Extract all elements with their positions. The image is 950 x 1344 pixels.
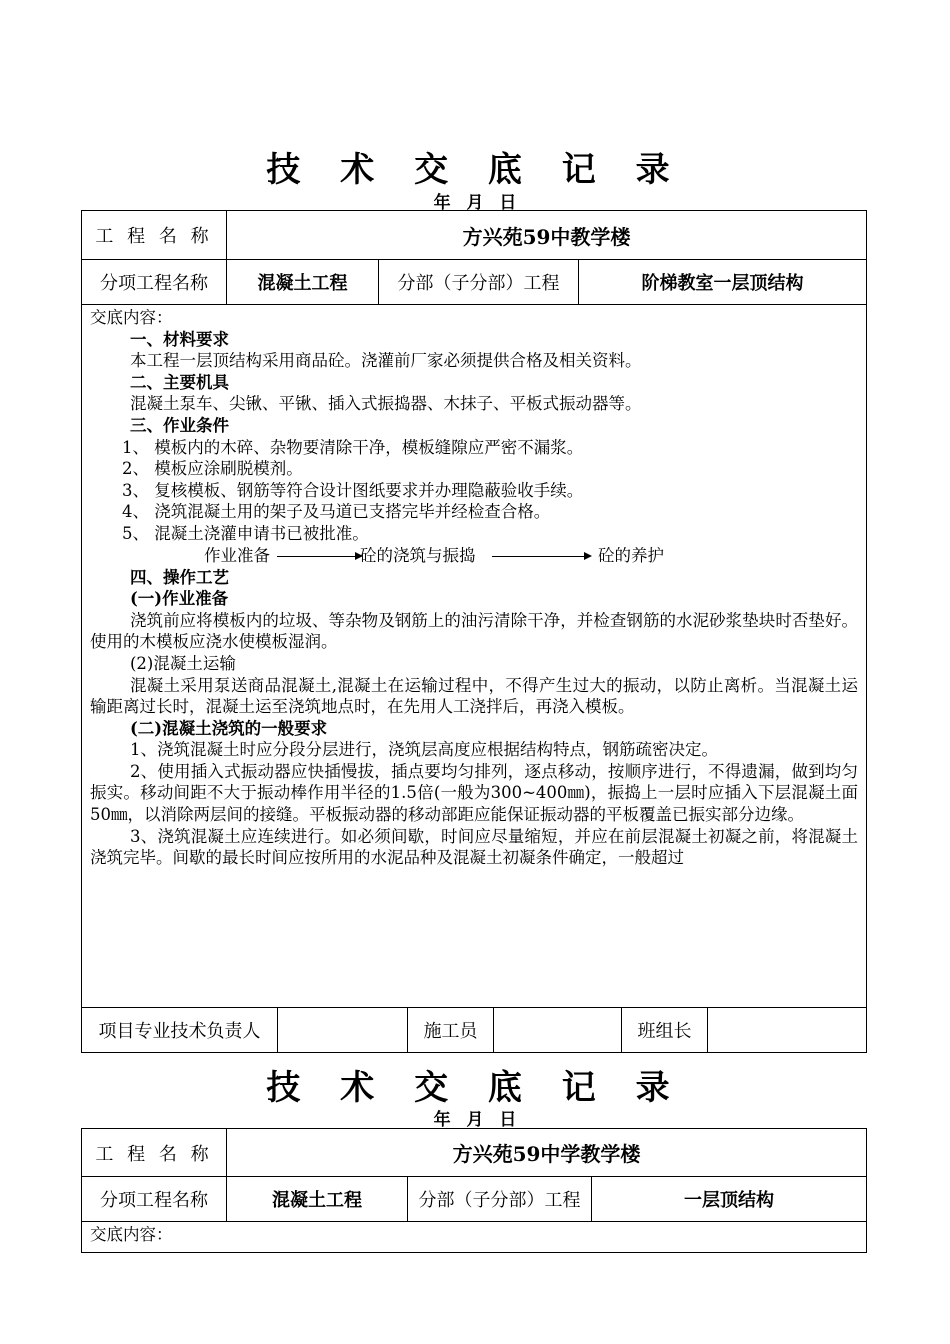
record2-table [81,1128,867,1253]
content-label: 交底内容： [90,1225,173,1244]
section-4-2-text: 混凝土采用泵送商品混凝土,混凝土在运输过程中，不得产生过大的振动，以防止离析。当混凝土运输距离过长时，混凝土运至浇筑地点时，在先用人工浇拌后，再浇入模板。 [90,675,858,717]
section-4-1-title: (一)作业准备 [130,589,229,609]
sign-worker-field[interactable] [494,1007,622,1052]
project-name-value: 方兴苑59中学教学楼 [452,1142,641,1166]
section-4-3-para-3: 3、浇筑混凝土应连续进行。如必须间歇，时间应尽量缩短，并应在前层混凝土初凝之前，将混凝土浇筑完毕。间歇的最长时间应按所用的水泥品种及混凝土初凝条件确定，一般超过 [90,826,858,868]
sign-tech-label: 项目专业技术负责人 [82,1007,278,1052]
section-1-title: 一、材料要求 [130,329,229,349]
division-value: 一层顶结构 [684,1189,774,1211]
content-area [82,307,866,1005]
record1-table [81,210,867,1053]
record1-title: 技 术 交 底 记 录 [266,150,684,190]
condition-item: 4、 浇筑混凝土用的架子及马道已支搭完毕并经检查合格。 [122,502,551,522]
project-name-label: 工 程 名 称 [82,211,227,259]
sub-item-value: 混凝土工程 [227,259,379,304]
division-label: 分部（子分部）工程 [408,1176,592,1221]
sign-tech-field[interactable] [278,1007,408,1052]
division-label: 分部（子分部）工程 [379,259,579,304]
section-2-text: 混凝土泵车、尖锹、平锹、插入式振捣器、木抹子、平板式振动器等。 [130,394,642,414]
project-name-value: 方兴苑59中教学楼 [462,224,631,249]
section-4-3-title: (二)混凝土浇筑的一般要求 [130,718,328,738]
record2-date: 年 月 日 [433,1110,517,1130]
sub-item-value: 混凝土工程 [227,1176,408,1221]
flow-step-cure: 砼的养护 [598,545,664,565]
condition-item: 5、 混凝土浇灌申请书已被批准。 [122,523,369,543]
process-flow [90,545,858,567]
flow-step-pour: 砼的浇筑与振捣 [360,545,476,565]
division-value: 阶梯教室一层顶结构 [641,272,804,294]
sign-worker-label: 施工员 [408,1007,494,1052]
content-label: 交底内容： [90,308,173,327]
section-3-title: 三、作业条件 [130,415,229,435]
section-2-title: 二、主要机具 [130,372,229,392]
section-1-text: 本工程一层顶结构采用商品砼。浇灌前厂家必须提供合格及相关资料。 [130,351,642,371]
project-name-label: 工 程 名 称 [82,1129,227,1176]
condition-item: 1、 模板内的木碎、杂物要清除干净，模板缝隙应严密不漏浆。 [122,437,584,457]
section-4-3-para-1: 1、浇筑混凝土时应分段分层进行，浇筑层高度应根据结构特点，钢筋疏密决定。 [130,740,718,760]
flow-arrow-icon [492,556,590,557]
section-4-title: 四、操作工艺 [130,567,229,587]
condition-item: 2、 模板应涂刷脱模剂。 [122,459,303,479]
sub-item-label: 分项工程名称 [82,1176,227,1221]
record1-date: 年 月 日 [433,193,517,213]
sign-leader-label: 班组长 [622,1007,708,1052]
section-4-2-title: (2)混凝土运输 [130,653,236,673]
flow-step-prep: 作业准备 [204,545,270,565]
sub-item-label: 分项工程名称 [82,259,227,304]
record2-title: 技 术 交 底 记 录 [266,1068,684,1108]
section-4-1-text: 浇筑前应将模板内的垃圾、等杂物及钢筋上的油污清除干净，并检查钢筋的水泥砂浆垫块时否垫好。使用的木模板应浇水使模板湿润。 [90,610,858,652]
condition-item: 3、 复核模板、钢筋等符合设计图纸要求并办理隐蔽验收手续。 [122,480,584,500]
section-4-3-para-2: 2、使用插入式振动器应快插慢拔，插点要均匀排列，逐点移动，按顺序进行，不得遗漏，做到均匀振实。移动间距不大于振动棒作用半径的1.5倍(一般为300~400㎜)，振捣上一层时应插入下层混凝土面50㎜，以消除两层间的接缝。平板振动器的移动部距应能保证振动器的平板覆盖已振实部分边缘。 [90,761,858,825]
sign-leader-field[interactable] [708,1007,866,1052]
flow-arrow-icon [277,556,361,557]
